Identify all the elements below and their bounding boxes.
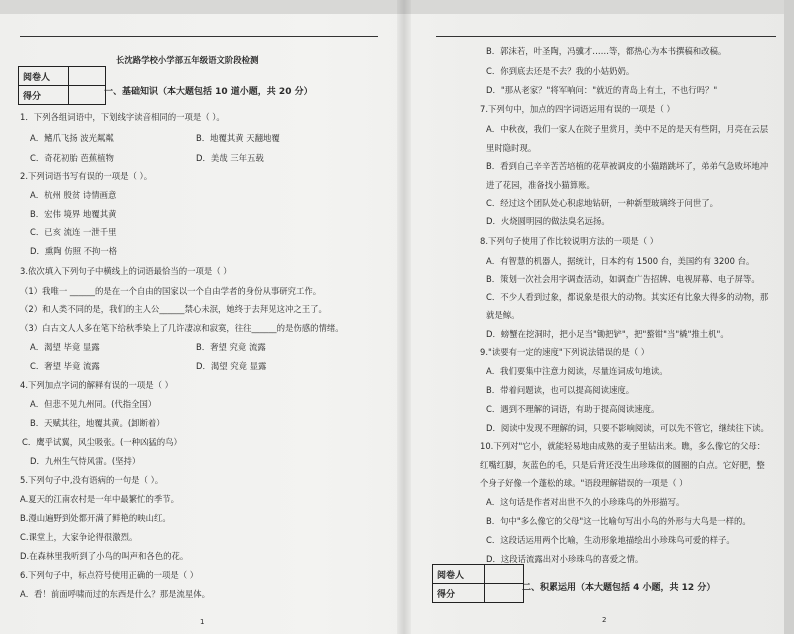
option-line: B．看到自己辛辛苦苦培植的花草被调皮的小猫踏跳坏了，弟弟气急败坏地冲 [486,161,769,171]
option-line: 进了花园，准备找小猫算账。 [486,180,595,190]
option-line: D．渴望 究竟 显露 [196,361,267,371]
grader-label: 阅卷人 [433,565,485,584]
page-number: 1 [200,618,205,626]
right-top-rule [436,36,776,37]
option-line: B．宏伟 境界 地覆其黄 [30,209,117,219]
question-line: 红嘴红脚，灰蓝色的毛，只是后背还没生出珍珠似的圆圈的白点。它好肥，整 [480,460,765,470]
page-number: 2 [602,616,607,624]
question-line: 10.下列对"它小，就能轻易地由成熟的麦子里钻出来。瞧，多么像它的父母： [480,441,766,451]
option-line: D．熏陶 仿照 不拘一格 [30,246,118,256]
option-line: D．九州生气恃风雷。(坚持） [30,456,141,466]
option-line: B．郭沫若，叶圣陶，冯骥才……等，都热心为本书撰稿和改稿。 [486,46,727,56]
option-line: C．鹰乎试翼，风尘吸张。(一种凶猛的鸟） [22,437,182,447]
option-line: D．美哉 三年五载 [196,153,264,163]
option-line: C．遇到不理解的词语，有助于提高阅读速度。 [486,404,660,414]
option-line: D．"那从老家？"将军响问："就近的青岛上有土，不也行吗？" [486,85,718,95]
option-line: A．看！前面呼啸而过的东西是什么？那是流星体。 [20,589,210,599]
question-line: 5.下列句子中,没有语病的一句是（ ）。 [20,475,164,485]
option-line: B．奢望 究竟 流露 [196,342,266,352]
option-line: C．已亥 流连 一泄千里 [30,227,117,237]
section-two-heading: 二、积累运用（本大题包括 4 小题，共 12 分） [522,583,716,593]
grader-label: 阅卷人 [19,67,69,86]
question-line: 8.下列句子使用了作比较说明方法的一项是（ ） [480,236,659,246]
option-line: C．你到底去还是不去？我的小姑奶奶。 [486,66,635,76]
option-line: A.夏天的江南农村是一年中最繁忙的季节。 [20,494,179,504]
question-line: 个身子好像一个蓬松的球。"语段理解错误的一项是（ ） [480,478,688,488]
score-label: 得分 [433,584,485,603]
sentence-line: （1）我唯一 ______的是在一个自由的国家以一个自由学者的身份从事研究工作。 [20,286,322,296]
option-line: C．经过这个团队处心积虑地钻研，一种新型玻璃终于问世了。 [486,198,718,208]
question-line: 6.下列句子中，标点符号使用正确的一项是（ ） [20,570,199,580]
option-line: A．鳍爪飞扬 波光粼粼 [30,133,114,143]
option-line: D．螃蟹在挖洞时，把小足当"锄把铲"，把"螯钳"当"橇"推土机"。 [486,329,729,339]
question-line: 9."读要有一定的速度"下列说法错误的是（ ） [480,347,650,357]
option-line: B．带着问题读，也可以提高阅读速度。 [486,385,635,395]
option-line: C．奇花初胎 芭蕉植物 [30,153,114,163]
option-line: B．策划一次社会用字调查活动，如调查广告招牌、电视屏幕、电子屏等。 [486,274,760,284]
option-line: D．火烧圆明园的做法臭名远扬。 [486,216,610,226]
option-line: 里时隐时现。 [486,143,537,153]
question-line: 2.下列词语书写有误的一项是（ ）。 [20,171,153,181]
option-line: A．渴望 毕竟 显露 [30,342,100,352]
question-line: 3.依次填入下列句子中横线上的词语最恰当的一项是（ ） [20,266,232,276]
option-line: C．不少人看到过象，都说象是很大的动物。其实还有比象大得多的动物，那 [486,292,769,302]
page-fold [397,0,411,634]
option-line: A．但悲不见九州同。(代指全国） [30,399,157,409]
option-line: A．中秋夜，我们一家人在院子里赏月，美中不足的是天有些阴，月亮在云层 [486,124,769,134]
right-score-table [432,564,524,603]
option-line: B．句中"多么像它的父母"这一比喻句写出小鸟的外形与大鸟是一样的。 [486,516,751,526]
option-line: A．杭州 殷贫 诗情画意 [30,190,117,200]
option-line: A．这句话是作者对出世不久的小珍珠鸟的外形描写。 [486,497,685,507]
section-one-heading: 一、基础知识（本大题包括 10 道小题，共 20 分） [104,87,313,97]
left-score-table [18,66,106,105]
left-top-rule [20,36,378,37]
option-line: D．阅读中发现不理解的词，只要不影响阅读，可以先不管它，继续往下读。 [486,423,769,433]
option-line: C．这段话运用两个比喻，生动形象地描绘出小珍珠鸟可爱的样子。 [486,535,735,545]
exam-title: 长沈路学校小学部五年级语文阶段检测 [116,55,259,65]
score-label: 得分 [19,86,69,105]
option-line: D．这段话流露出对小珍珠鸟的喜爱之情。 [486,554,644,564]
option-line: A．我们要集中注意力阅读，尽量连词成句地读。 [486,366,668,376]
question-line: 4.下列加点字词的解释有误的一项是（ ） [20,380,174,390]
option-line: B．天赋其往，地覆其黄。(卸断着） [30,418,165,428]
scan-right-edge [784,0,794,634]
option-line: B.漫山遍野到处都开满了鲜艳的映山红。 [20,513,171,523]
option-line: A．有智慧的机器人，据统计，日本约有 1500 台，美国约有 3200 台。 [486,256,755,266]
option-line: 就是鲸。 [486,310,520,320]
option-line: D.在森林里我听到了小鸟的叫声和各色的花。 [20,551,189,561]
sentence-line: （3）白古文人人多在笔下给秋季染上了几许凄凉和寂寞，往往______的是伤感的情绪。 [20,323,344,333]
option-line: C.课堂上，大家争论得很激烈。 [20,532,138,542]
option-line: B．地覆其黄 天翻地覆 [196,133,280,143]
sentence-line: （2）和人类不同的是，我们的主人公______禁心未泯，她终于去拜见这冲之王了。 [20,304,327,314]
question-line: 7.下列句中，加点的四字词语运用有误的一项是（ ） [480,104,675,114]
option-line: C．奢望 毕竟 流露 [30,361,100,371]
question-line: 1．下列各组词语中，下划线字读音相同的一项是（ ）。 [20,112,225,122]
